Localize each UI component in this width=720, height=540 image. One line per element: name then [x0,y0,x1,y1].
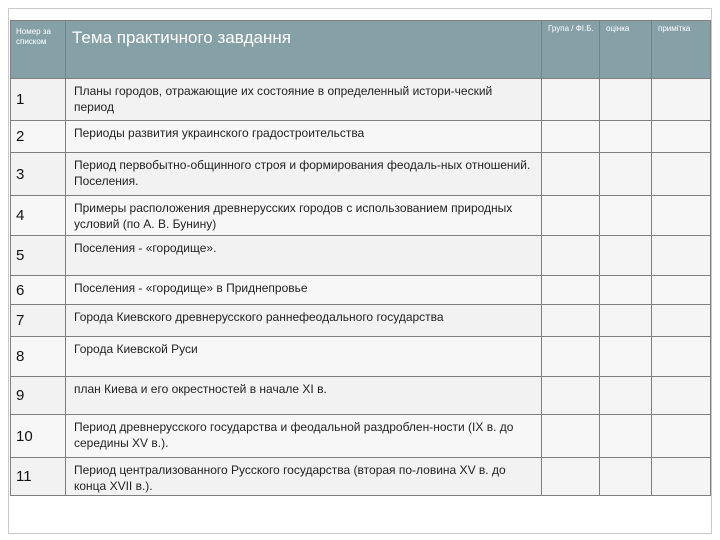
group-cell[interactable] [542,196,600,236]
grade-cell[interactable] [600,305,652,337]
row-topic: план Киева и его окрестностей в начале XI в. [66,377,542,415]
notes-cell[interactable] [652,196,711,236]
header-topic: Тема практичного завдання [66,21,542,79]
notes-cell[interactable] [652,79,711,121]
group-cell[interactable] [542,236,600,276]
row-topic: Города Киевского древнерусского раннефеодального государства [66,305,542,337]
table-row [11,337,711,377]
group-cell[interactable] [542,276,600,305]
notes-cell[interactable] [652,415,711,458]
table-row [11,276,711,305]
grade-cell[interactable] [600,458,652,496]
table-row [11,458,711,496]
row-topic: Поселения - «городище» в Приднепровье [66,276,542,305]
grade-cell[interactable] [600,153,652,196]
header-row [11,21,711,79]
group-cell[interactable] [542,305,600,337]
grade-cell[interactable] [600,377,652,415]
row-number: 9 [11,377,66,415]
row-number: 4 [11,196,66,236]
row-topic: Города Киевской Руси [66,337,542,377]
row-number: 11 [11,458,66,496]
notes-cell[interactable] [652,276,711,305]
grade-cell[interactable] [600,196,652,236]
table-row [11,377,711,415]
table-row [11,415,711,458]
grade-cell[interactable] [600,79,652,121]
group-cell[interactable] [542,153,600,196]
row-number: 7 [11,305,66,337]
row-number: 1 [11,79,66,121]
table-row [11,79,711,121]
table-row [11,153,711,196]
group-cell[interactable] [542,337,600,377]
header-notes: примітка [652,21,711,79]
grade-cell[interactable] [600,121,652,153]
grade-cell[interactable] [600,236,652,276]
row-number: 10 [11,415,66,458]
row-topic: Планы городов, отражающие их состояние в определенный истори-ческий период [66,79,542,121]
grade-cell[interactable] [600,276,652,305]
row-number: 3 [11,153,66,196]
group-cell[interactable] [542,377,600,415]
notes-cell[interactable] [652,305,711,337]
table-row [11,305,711,337]
header-number: Номер за списком [11,21,66,79]
notes-cell[interactable] [652,121,711,153]
row-topic: Период централизованного Русского государства (вторая по-ловина XV в. до конца XVII в.). [66,458,542,496]
table-row [11,121,711,153]
row-number: 2 [11,121,66,153]
grade-cell[interactable] [600,415,652,458]
notes-cell[interactable] [652,236,711,276]
group-cell[interactable] [542,415,600,458]
group-cell[interactable] [542,458,600,496]
notes-cell[interactable] [652,153,711,196]
group-cell[interactable] [542,79,600,121]
row-topic: Поселения - «городище». [66,236,542,276]
row-topic: Период первобытно-общинного строя и формирования феодаль-ных отношений. Поселения. [66,153,542,196]
group-cell[interactable] [542,121,600,153]
header-grade: оцінка [600,21,652,79]
row-number: 8 [11,337,66,377]
table-row [11,236,711,276]
row-topic: Примеры расположения древнерусских городов с использованием природных условий (по А. В. Бунину) [66,196,542,236]
header-group: Група / ФІ.Б. [542,21,600,79]
grade-cell[interactable] [600,337,652,377]
table-row [11,196,711,236]
notes-cell[interactable] [652,458,711,496]
assignments-table [10,20,711,496]
row-topic: Периоды развития украинского градостроительства [66,121,542,153]
notes-cell[interactable] [652,337,711,377]
notes-cell[interactable] [652,377,711,415]
row-topic: Период древнерусского государства и феодальной раздроблен-ности (IX в. до середины XV в.). [66,415,542,458]
row-number: 5 [11,236,66,276]
row-number: 6 [11,276,66,305]
